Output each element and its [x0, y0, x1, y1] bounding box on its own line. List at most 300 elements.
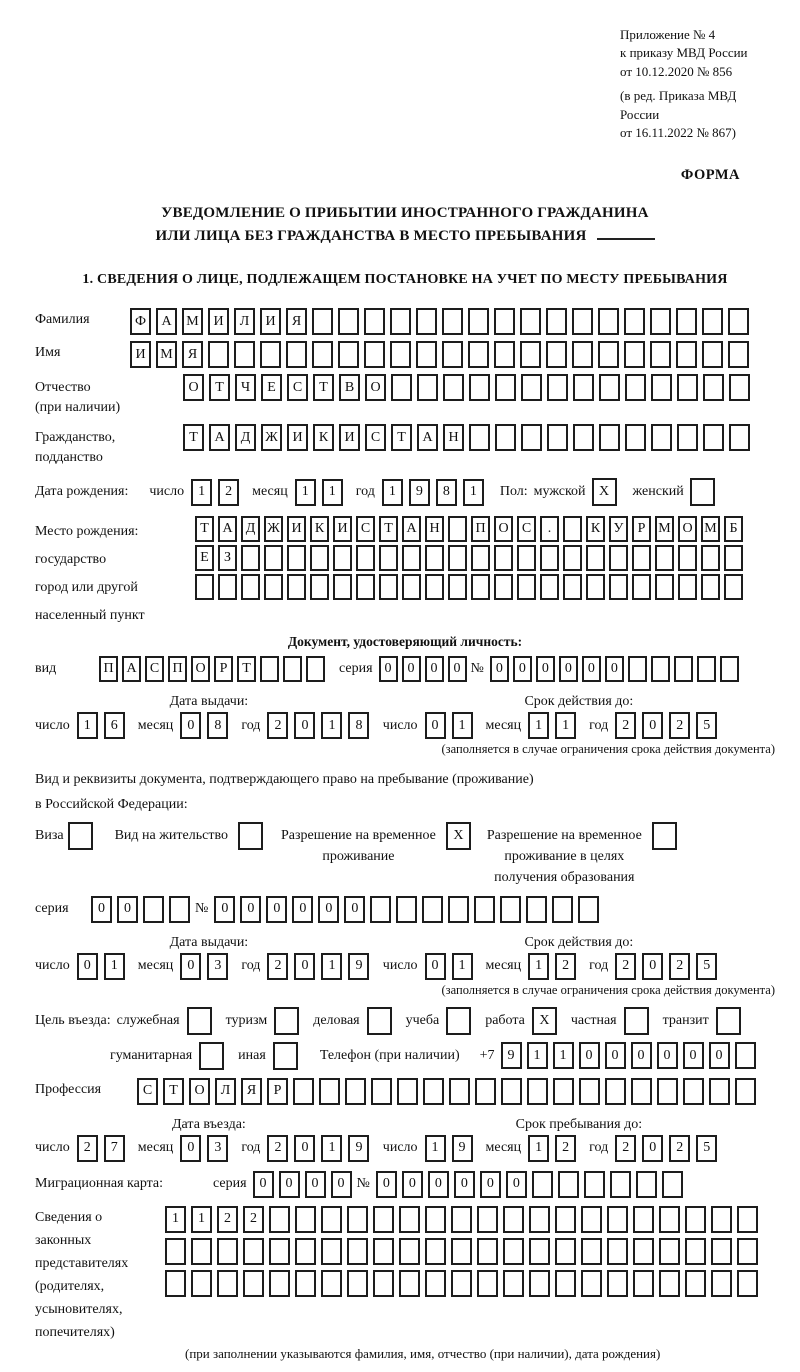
char-cell[interactable]: 7: [104, 1135, 125, 1162]
char-cell[interactable]: [650, 341, 671, 368]
char-cell[interactable]: [500, 896, 521, 923]
char-cell[interactable]: [347, 1206, 368, 1233]
char-cell[interactable]: С: [517, 516, 536, 542]
char-cell[interactable]: И: [287, 424, 308, 451]
char-cell[interactable]: 0: [709, 1042, 730, 1069]
char-cell[interactable]: [494, 341, 515, 368]
char-cell[interactable]: [624, 341, 645, 368]
char-cell[interactable]: [345, 1078, 366, 1105]
char-cell[interactable]: [586, 574, 605, 600]
char-cell[interactable]: [625, 374, 646, 401]
char-cell[interactable]: [579, 1078, 600, 1105]
char-cell[interactable]: [448, 545, 467, 571]
char-cell[interactable]: [169, 896, 190, 923]
char-cell[interactable]: [520, 341, 541, 368]
char-cell[interactable]: В: [339, 374, 360, 401]
char-cell[interactable]: [333, 574, 352, 600]
char-cell[interactable]: [371, 1078, 392, 1105]
char-cell[interactable]: [422, 896, 443, 923]
char-cell[interactable]: [728, 308, 749, 335]
char-cell[interactable]: 0: [480, 1171, 501, 1198]
char-cell[interactable]: [306, 656, 325, 682]
char-cell[interactable]: 2: [218, 479, 239, 506]
char-cell[interactable]: Д: [235, 424, 256, 451]
char-cell[interactable]: [373, 1206, 394, 1233]
char-cell[interactable]: [735, 1042, 756, 1069]
char-cell[interactable]: С: [365, 424, 386, 451]
char-cell[interactable]: 0: [448, 656, 467, 682]
char-cell[interactable]: И: [260, 308, 281, 335]
char-cell[interactable]: 1: [322, 479, 343, 506]
char-cell[interactable]: [208, 341, 229, 368]
char-cell[interactable]: А: [209, 424, 230, 451]
char-cell[interactable]: [373, 1238, 394, 1265]
char-cell[interactable]: [650, 308, 671, 335]
char-cell[interactable]: [724, 574, 743, 600]
char-cell[interactable]: 0: [402, 656, 421, 682]
char-cell[interactable]: 0: [683, 1042, 704, 1069]
char-cell[interactable]: [659, 1238, 680, 1265]
char-cell[interactable]: 1: [191, 479, 212, 506]
char-cell[interactable]: Р: [632, 516, 651, 542]
char-cell[interactable]: С: [287, 374, 308, 401]
char-cell[interactable]: А: [417, 424, 438, 451]
char-cell[interactable]: Е: [261, 374, 282, 401]
char-cell[interactable]: 8: [436, 479, 457, 506]
char-cell[interactable]: [195, 574, 214, 600]
char-cell[interactable]: 0: [279, 1171, 300, 1198]
char-cell[interactable]: Л: [234, 308, 255, 335]
char-cell[interactable]: Т: [209, 374, 230, 401]
char-cell[interactable]: [729, 424, 750, 451]
char-cell[interactable]: О: [189, 1078, 210, 1105]
char-cell[interactable]: [425, 1238, 446, 1265]
char-cell[interactable]: [703, 424, 724, 451]
char-cell[interactable]: [451, 1206, 472, 1233]
char-cell[interactable]: [555, 1238, 576, 1265]
char-cell[interactable]: [321, 1206, 342, 1233]
char-cell[interactable]: 1: [104, 953, 125, 980]
char-cell[interactable]: [529, 1206, 550, 1233]
char-cell[interactable]: [494, 545, 513, 571]
char-cell[interactable]: [234, 341, 255, 368]
char-cell[interactable]: [527, 1078, 548, 1105]
char-cell[interactable]: 1: [553, 1042, 574, 1069]
char-cell[interactable]: [416, 341, 437, 368]
char-cell[interactable]: [632, 545, 651, 571]
char-cell[interactable]: 0: [605, 1042, 626, 1069]
char-cell[interactable]: [494, 574, 513, 600]
char-cell[interactable]: 0: [402, 1171, 423, 1198]
char-cell[interactable]: 1: [77, 712, 98, 739]
char-cell[interactable]: [581, 1206, 602, 1233]
char-cell[interactable]: Я: [182, 341, 203, 368]
char-cell[interactable]: Ж: [264, 516, 283, 542]
char-cell[interactable]: [312, 341, 333, 368]
char-cell[interactable]: З: [218, 545, 237, 571]
char-cell[interactable]: [217, 1238, 238, 1265]
char-cell[interactable]: 2: [267, 1135, 288, 1162]
char-cell[interactable]: 8: [348, 712, 369, 739]
char-cell[interactable]: 1: [452, 712, 473, 739]
char-cell[interactable]: 9: [452, 1135, 473, 1162]
char-cell[interactable]: [701, 545, 720, 571]
char-cell[interactable]: [711, 1238, 732, 1265]
char-cell[interactable]: [468, 308, 489, 335]
option-checkbox[interactable]: X: [532, 1007, 557, 1035]
char-cell[interactable]: [711, 1270, 732, 1297]
char-cell[interactable]: [563, 516, 582, 542]
char-cell[interactable]: П: [99, 656, 118, 682]
char-cell[interactable]: М: [182, 308, 203, 335]
char-cell[interactable]: 2: [669, 712, 690, 739]
char-cell[interactable]: [702, 341, 723, 368]
char-cell[interactable]: [563, 574, 582, 600]
char-cell[interactable]: [674, 656, 693, 682]
char-cell[interactable]: [678, 574, 697, 600]
option-checkbox[interactable]: [446, 1007, 471, 1035]
char-cell[interactable]: И: [287, 516, 306, 542]
char-cell[interactable]: Т: [195, 516, 214, 542]
char-cell[interactable]: 0: [180, 953, 201, 980]
gender-male-checkbox[interactable]: X: [592, 478, 617, 506]
char-cell[interactable]: Р: [267, 1078, 288, 1105]
char-cell[interactable]: [655, 545, 674, 571]
char-cell[interactable]: [477, 1206, 498, 1233]
temporary-residence-checkbox[interactable]: X: [446, 822, 471, 850]
char-cell[interactable]: 9: [409, 479, 430, 506]
char-cell[interactable]: 9: [501, 1042, 522, 1069]
char-cell[interactable]: 1: [528, 712, 549, 739]
char-cell[interactable]: [581, 1270, 602, 1297]
char-cell[interactable]: Б: [724, 516, 743, 542]
char-cell[interactable]: Р: [214, 656, 233, 682]
char-cell[interactable]: 0: [77, 953, 98, 980]
char-cell[interactable]: [659, 1206, 680, 1233]
char-cell[interactable]: 2: [615, 1135, 636, 1162]
char-cell[interactable]: [295, 1206, 316, 1233]
char-cell[interactable]: 0: [642, 712, 663, 739]
char-cell[interactable]: 0: [582, 656, 601, 682]
char-cell[interactable]: [711, 1206, 732, 1233]
char-cell[interactable]: [356, 574, 375, 600]
char-cell[interactable]: 1: [527, 1042, 548, 1069]
char-cell[interactable]: Т: [163, 1078, 184, 1105]
char-cell[interactable]: [547, 374, 568, 401]
char-cell[interactable]: 0: [579, 1042, 600, 1069]
char-cell[interactable]: 5: [696, 953, 717, 980]
char-cell[interactable]: 1: [321, 712, 342, 739]
char-cell[interactable]: 0: [642, 1135, 663, 1162]
char-cell[interactable]: [287, 574, 306, 600]
char-cell[interactable]: 2: [669, 1135, 690, 1162]
char-cell[interactable]: [425, 1270, 446, 1297]
char-cell[interactable]: [659, 1270, 680, 1297]
char-cell[interactable]: [633, 1270, 654, 1297]
char-cell[interactable]: [448, 896, 469, 923]
visa-checkbox[interactable]: [68, 822, 93, 850]
char-cell[interactable]: [605, 1078, 626, 1105]
char-cell[interactable]: [494, 308, 515, 335]
char-cell[interactable]: О: [191, 656, 210, 682]
char-cell[interactable]: [399, 1238, 420, 1265]
char-cell[interactable]: 0: [318, 896, 339, 923]
char-cell[interactable]: 2: [77, 1135, 98, 1162]
char-cell[interactable]: [264, 545, 283, 571]
char-cell[interactable]: [598, 308, 619, 335]
char-cell[interactable]: [677, 424, 698, 451]
char-cell[interactable]: А: [402, 516, 421, 542]
char-cell[interactable]: Я: [241, 1078, 262, 1105]
char-cell[interactable]: 2: [267, 953, 288, 980]
char-cell[interactable]: [737, 1270, 758, 1297]
char-cell[interactable]: [584, 1171, 605, 1198]
char-cell[interactable]: 2: [555, 1135, 576, 1162]
char-cell[interactable]: [729, 374, 750, 401]
char-cell[interactable]: [553, 1078, 574, 1105]
char-cell[interactable]: М: [655, 516, 674, 542]
char-cell[interactable]: [448, 516, 467, 542]
char-cell[interactable]: [469, 374, 490, 401]
char-cell[interactable]: [625, 424, 646, 451]
char-cell[interactable]: 0: [454, 1171, 475, 1198]
char-cell[interactable]: [310, 545, 329, 571]
char-cell[interactable]: [702, 308, 723, 335]
char-cell[interactable]: Л: [215, 1078, 236, 1105]
char-cell[interactable]: 2: [615, 712, 636, 739]
char-cell[interactable]: 2: [243, 1206, 264, 1233]
char-cell[interactable]: [503, 1270, 524, 1297]
char-cell[interactable]: [474, 896, 495, 923]
char-cell[interactable]: [558, 1171, 579, 1198]
char-cell[interactable]: [397, 1078, 418, 1105]
char-cell[interactable]: [609, 545, 628, 571]
char-cell[interactable]: К: [586, 516, 605, 542]
char-cell[interactable]: 0: [428, 1171, 449, 1198]
char-cell[interactable]: [475, 1078, 496, 1105]
char-cell[interactable]: [417, 374, 438, 401]
char-cell[interactable]: 0: [91, 896, 112, 923]
char-cell[interactable]: [425, 574, 444, 600]
char-cell[interactable]: [703, 374, 724, 401]
char-cell[interactable]: [396, 896, 417, 923]
char-cell[interactable]: 2: [267, 712, 288, 739]
education-residence-checkbox[interactable]: [652, 822, 677, 850]
char-cell[interactable]: [546, 308, 567, 335]
char-cell[interactable]: [526, 896, 547, 923]
char-cell[interactable]: Ж: [261, 424, 282, 451]
char-cell[interactable]: 1: [425, 1135, 446, 1162]
char-cell[interactable]: [448, 574, 467, 600]
char-cell[interactable]: [599, 424, 620, 451]
char-cell[interactable]: [676, 308, 697, 335]
char-cell[interactable]: К: [313, 424, 334, 451]
char-cell[interactable]: С: [137, 1078, 158, 1105]
char-cell[interactable]: Е: [195, 545, 214, 571]
char-cell[interactable]: Н: [425, 516, 444, 542]
char-cell[interactable]: 5: [696, 712, 717, 739]
char-cell[interactable]: [676, 341, 697, 368]
char-cell[interactable]: 0: [605, 656, 624, 682]
char-cell[interactable]: 1: [382, 479, 403, 506]
char-cell[interactable]: 2: [217, 1206, 238, 1233]
char-cell[interactable]: [599, 374, 620, 401]
char-cell[interactable]: [260, 656, 279, 682]
char-cell[interactable]: [495, 424, 516, 451]
char-cell[interactable]: [165, 1270, 186, 1297]
char-cell[interactable]: [449, 1078, 470, 1105]
char-cell[interactable]: [651, 424, 672, 451]
char-cell[interactable]: [636, 1171, 657, 1198]
char-cell[interactable]: 5: [696, 1135, 717, 1162]
char-cell[interactable]: 0: [180, 712, 201, 739]
char-cell[interactable]: [495, 374, 516, 401]
char-cell[interactable]: [607, 1206, 628, 1233]
char-cell[interactable]: А: [218, 516, 237, 542]
char-cell[interactable]: [581, 1238, 602, 1265]
char-cell[interactable]: [546, 341, 567, 368]
char-cell[interactable]: [218, 574, 237, 600]
char-cell[interactable]: [607, 1238, 628, 1265]
char-cell[interactable]: [701, 574, 720, 600]
char-cell[interactable]: [379, 545, 398, 571]
char-cell[interactable]: 1: [528, 953, 549, 980]
char-cell[interactable]: 1: [165, 1206, 186, 1233]
char-cell[interactable]: [264, 574, 283, 600]
char-cell[interactable]: [364, 341, 385, 368]
char-cell[interactable]: [655, 574, 674, 600]
char-cell[interactable]: [391, 374, 412, 401]
option-checkbox[interactable]: [273, 1042, 298, 1070]
char-cell[interactable]: [373, 1270, 394, 1297]
char-cell[interactable]: [628, 656, 647, 682]
char-cell[interactable]: П: [471, 516, 490, 542]
char-cell[interactable]: [451, 1238, 472, 1265]
char-cell[interactable]: [269, 1238, 290, 1265]
char-cell[interactable]: [503, 1238, 524, 1265]
char-cell[interactable]: [610, 1171, 631, 1198]
char-cell[interactable]: О: [494, 516, 513, 542]
char-cell[interactable]: 1: [295, 479, 316, 506]
char-cell[interactable]: .: [540, 516, 559, 542]
char-cell[interactable]: [572, 341, 593, 368]
char-cell[interactable]: [347, 1238, 368, 1265]
char-cell[interactable]: [633, 1238, 654, 1265]
char-cell[interactable]: [295, 1238, 316, 1265]
char-cell[interactable]: 2: [615, 953, 636, 980]
char-cell[interactable]: [521, 374, 542, 401]
char-cell[interactable]: [662, 1171, 683, 1198]
char-cell[interactable]: И: [130, 341, 151, 368]
char-cell[interactable]: [633, 1206, 654, 1233]
char-cell[interactable]: 0: [331, 1171, 352, 1198]
char-cell[interactable]: [286, 341, 307, 368]
char-cell[interactable]: [563, 545, 582, 571]
char-cell[interactable]: Т: [313, 374, 334, 401]
char-cell[interactable]: А: [156, 308, 177, 335]
char-cell[interactable]: [356, 545, 375, 571]
char-cell[interactable]: [651, 374, 672, 401]
char-cell[interactable]: [241, 574, 260, 600]
char-cell[interactable]: [737, 1206, 758, 1233]
char-cell[interactable]: [709, 1078, 730, 1105]
char-cell[interactable]: [191, 1238, 212, 1265]
option-checkbox[interactable]: [187, 1007, 212, 1035]
char-cell[interactable]: 0: [376, 1171, 397, 1198]
char-cell[interactable]: [399, 1206, 420, 1233]
char-cell[interactable]: [651, 656, 670, 682]
char-cell[interactable]: [191, 1270, 212, 1297]
char-cell[interactable]: [241, 545, 260, 571]
char-cell[interactable]: 1: [555, 712, 576, 739]
char-cell[interactable]: [735, 1078, 756, 1105]
char-cell[interactable]: [364, 308, 385, 335]
char-cell[interactable]: [402, 574, 421, 600]
char-cell[interactable]: Ч: [235, 374, 256, 401]
char-cell[interactable]: [572, 308, 593, 335]
char-cell[interactable]: [402, 545, 421, 571]
char-cell[interactable]: 0: [642, 953, 663, 980]
char-cell[interactable]: [598, 341, 619, 368]
char-cell[interactable]: 0: [305, 1171, 326, 1198]
char-cell[interactable]: [624, 308, 645, 335]
char-cell[interactable]: И: [339, 424, 360, 451]
char-cell[interactable]: [521, 424, 542, 451]
char-cell[interactable]: [423, 1078, 444, 1105]
char-cell[interactable]: 1: [191, 1206, 212, 1233]
gender-female-checkbox[interactable]: [690, 478, 715, 506]
char-cell[interactable]: 1: [321, 1135, 342, 1162]
char-cell[interactable]: [347, 1270, 368, 1297]
char-cell[interactable]: [295, 1270, 316, 1297]
char-cell[interactable]: [269, 1206, 290, 1233]
char-cell[interactable]: [269, 1270, 290, 1297]
char-cell[interactable]: [578, 896, 599, 923]
char-cell[interactable]: 2: [669, 953, 690, 980]
option-checkbox[interactable]: [624, 1007, 649, 1035]
char-cell[interactable]: [685, 1270, 706, 1297]
char-cell[interactable]: О: [678, 516, 697, 542]
char-cell[interactable]: 0: [253, 1171, 274, 1198]
residence-permit-checkbox[interactable]: [238, 822, 263, 850]
char-cell[interactable]: [517, 545, 536, 571]
char-cell[interactable]: Д: [241, 516, 260, 542]
char-cell[interactable]: 0: [292, 896, 313, 923]
char-cell[interactable]: [471, 545, 490, 571]
char-cell[interactable]: С: [145, 656, 164, 682]
char-cell[interactable]: 0: [513, 656, 532, 682]
char-cell[interactable]: [451, 1270, 472, 1297]
char-cell[interactable]: 0: [536, 656, 555, 682]
char-cell[interactable]: [683, 1078, 704, 1105]
char-cell[interactable]: 0: [180, 1135, 201, 1162]
char-cell[interactable]: Т: [237, 656, 256, 682]
char-cell[interactable]: [573, 374, 594, 401]
char-cell[interactable]: 0: [344, 896, 365, 923]
char-cell[interactable]: [632, 574, 651, 600]
char-cell[interactable]: [529, 1238, 550, 1265]
char-cell[interactable]: [678, 545, 697, 571]
char-cell[interactable]: Ф: [130, 308, 151, 335]
char-cell[interactable]: Я: [286, 308, 307, 335]
char-cell[interactable]: 2: [555, 953, 576, 980]
char-cell[interactable]: [319, 1078, 340, 1105]
char-cell[interactable]: 0: [490, 656, 509, 682]
char-cell[interactable]: 8: [207, 712, 228, 739]
char-cell[interactable]: И: [208, 308, 229, 335]
char-cell[interactable]: [379, 574, 398, 600]
option-checkbox[interactable]: [367, 1007, 392, 1035]
